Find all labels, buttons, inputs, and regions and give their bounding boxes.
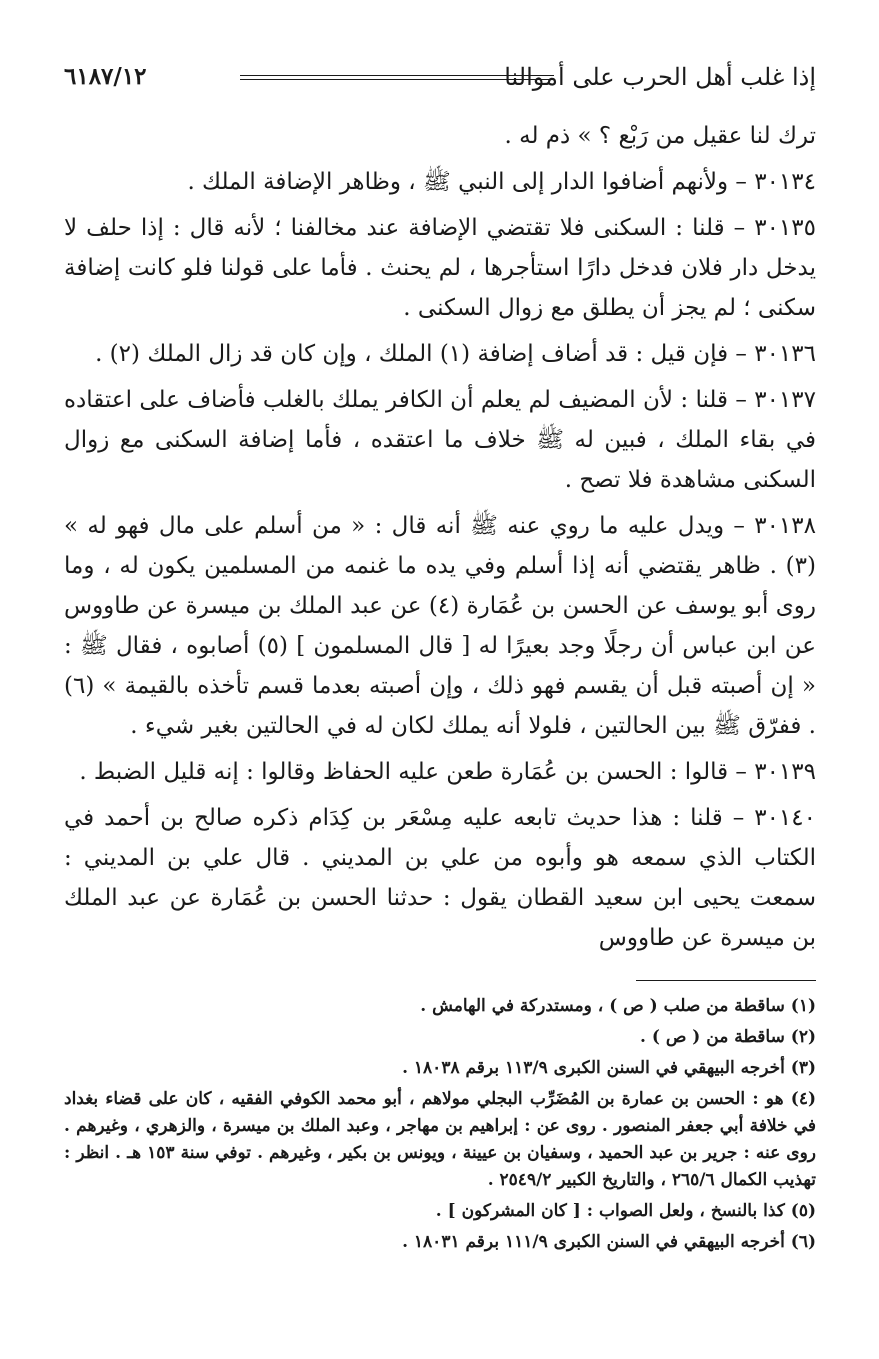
footnote: (٤) هو : الحسن بن عمارة بن المُضَرِّب البجلي مولاهم ، أبو محمد الكوفي الفقيه ، كان على قضاء بغداد في خلافة أبي جعفر المنصور . روى عن : إبراهيم بن مهاجر ، وعبد الملك بن ميسرة ، والزهري ، وغيرهم . روى عنه : جرير بن عبد الحميد ، وسفيان بن عيينة ، ويونس بن بكير ، وغيرهم . توفي سنة ١٥٣ هـ . انظر : تهذيب الكمال ٢٦٥/٦ ، والتاريخ الكبير ٢٥٤٩/٢ .: [64, 1089, 817, 1190]
paragraph: ٣٠١٣٦ – فإن قيل : قد أضاف إضافة (١) الملك ، وإن كان قد زال الملك (٢) .: [95, 341, 816, 367]
paragraph: ٣٠١٣٤ – ولأنهم أضافوا الدار إلى النبي ﷺ ، وظاهر الإضافة الملك .: [187, 169, 816, 195]
running-header: [64, 58, 816, 98]
footnote: (٦) أخرجه البيهقي في السنن الكبرى ١١١/٩ برقم ١٨٠٣١ .: [402, 1232, 816, 1252]
paragraph: ترك لنا عقيل من رَبْع ؟ » ذم له .: [504, 123, 816, 149]
page-number: ٦١٨٧/١٢: [64, 63, 147, 90]
footnote: (١) ساقطة من صلب ( ص ) ، ومستدركة في الهامش .: [420, 996, 816, 1016]
paragraph: ٣٠١٣٩ – قالوا : الحسن بن عُمَارة طعن عليه الحفاظ وقالوا : إنه قليل الضبط .: [79, 759, 816, 785]
footnote-separator: [636, 980, 816, 981]
main-text: [64, 116, 816, 958]
footnotes: [64, 993, 816, 1256]
paragraph: ٣٠١٣٥ – قلنا : السكنى فلا تقتضي الإضافة عند مخالفنا ؛ لأنه قال : إذا حلف لا يدخل دار فلان فدخل دارًا استأجرها ، لم يحنث . فأما على قولنا فلو كانت إضافة سكنى ؛ لم يجز أن يطلق مع زوال السكنى .: [64, 215, 816, 321]
paragraph: ٣٠١٤٠ – قلنا : هذا حديث تابعه عليه مِسْعَر بن كِدَام ذكره صالح بن أحمد في الكتاب الذي سمعه هو وأبوه من علي بن المديني . قال علي بن المديني : سمعت يحيى ابن سعيد القطان يقول : حدثنا الحسن بن عُمَارة عن عبد الملك بن ميسرة عن طاووس: [64, 805, 816, 951]
paragraph: ٣٠١٣٨ – ويدل عليه ما روي عنه ﷺ أنه قال : « من أسلم على مال فهو له » (٣) . ظاهر يقتضي أنه إذا أسلم وفي يده ما غنمه من المسلمين يكون له ، وما روى أبو يوسف عن الحسن بن عُمَارة (٤) عن عبد الملك بن ميسرة عن طاووس عن ابن عباس أن رجلًا وجد بعيرًا له [ قال المسلمون ] (٥) أصابوه ، فقال ﷺ : « إن أصبته قبل أن يقسم فهو ذلك ، وإن أصبته بعدما قسم تأخذه بالقيمة » (٦) . ففرّق ﷺ بين الحالتين ، فلولا أنه يملك لكان له في الحالتين بغير شيء .: [64, 513, 816, 739]
footnote: (٣) أخرجه البيهقي في السنن الكبرى ١١٣/٩ برقم ١٨٠٣٨ .: [402, 1058, 816, 1078]
running-title: إذا غلب أهل الحرب على أموالنا: [504, 63, 816, 91]
header-rule: [240, 75, 554, 80]
footnote: (٢) ساقطة من ( ص ) .: [640, 1027, 816, 1047]
book-page: [64, 58, 816, 1260]
footnote: (٥) كذا بالنسخ ، ولعل الصواب : [ كان المشركون ] .: [435, 1201, 816, 1221]
paragraph: ٣٠١٣٧ – قلنا : لأن المضيف لم يعلم أن الكافر يملك بالغلب فأضاف على اعتقاده في بقاء الملك ، فبين له ﷺ خلاف ما اعتقده ، فأما إضافة السكنى مع زوال السكنى مشاهدة فلا تصح .: [64, 387, 816, 493]
